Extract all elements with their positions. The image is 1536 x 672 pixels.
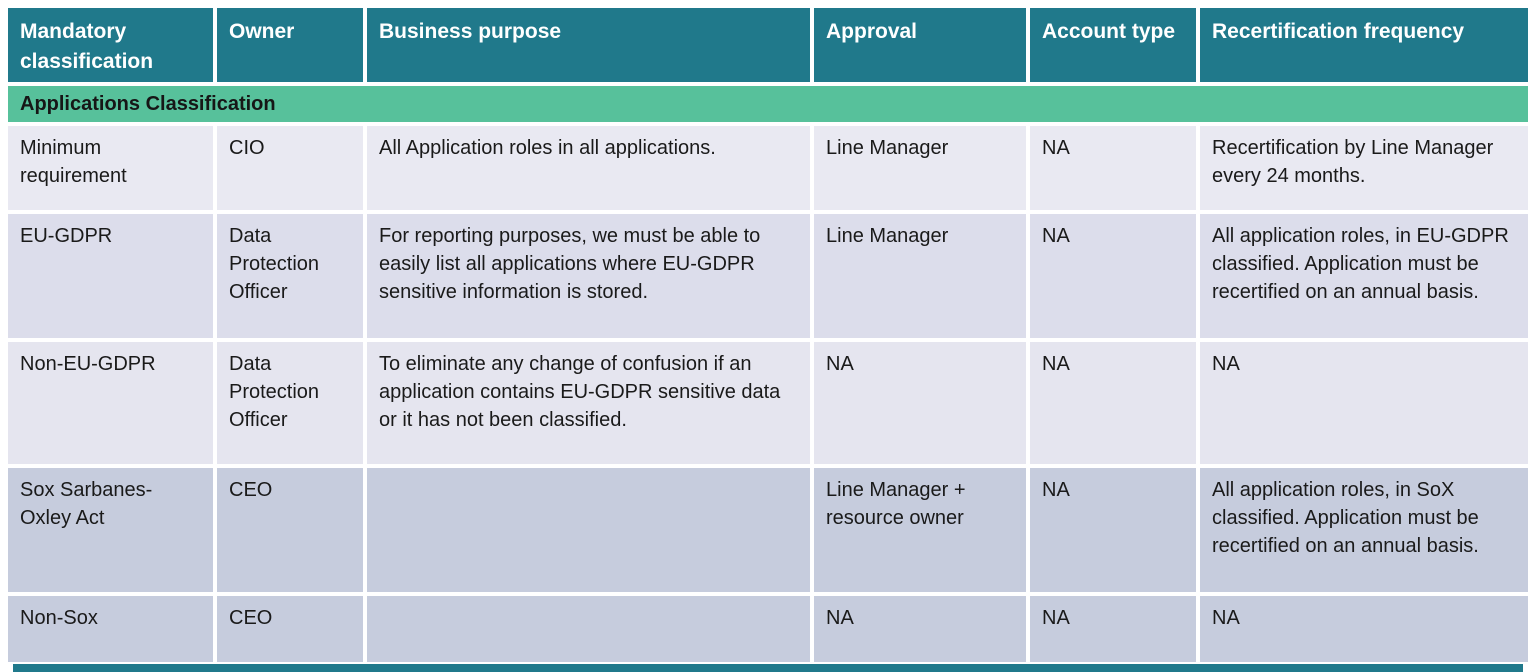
cell-eu-gdpr-business-purpose: For reporting purposes, we must be able to easily list all applications where EU-GDPR sensitive information is stored.: [367, 214, 810, 338]
cell-non-sox-approval: NA: [814, 596, 1026, 662]
cell-non-sox-owner: CEO: [217, 596, 363, 662]
cell-minimum-requirement-account-type: NA: [1030, 126, 1196, 210]
cell-sox-owner: CEO: [217, 468, 363, 592]
table-grid: [8, 8, 1528, 662]
cell-eu-gdpr-recertification: All application roles, in EU-GDPR classified. Application must be recertified on an annual basis.: [1200, 214, 1528, 338]
cell-sox-account-type: NA: [1030, 468, 1196, 592]
cell-sox-approval: Line Manager + resource owner: [814, 468, 1026, 592]
cell-non-eu-gdpr-classification: Non-EU-GDPR: [8, 342, 213, 464]
cell-non-sox-classification: Non-Sox: [8, 596, 213, 662]
cell-non-eu-gdpr-account-type: NA: [1030, 342, 1196, 464]
cell-non-eu-gdpr-recertification: NA: [1200, 342, 1528, 464]
classification-table: [8, 8, 1528, 672]
section-header-applications-classification: Applications Classification: [8, 86, 1528, 122]
cell-minimum-requirement-owner: CIO: [217, 126, 363, 210]
column-header-mandatory-classification: Mandatory classification: [8, 8, 213, 82]
cell-minimum-requirement-recertification: Recertification by Line Manager every 24 months.: [1200, 126, 1528, 210]
cell-eu-gdpr-owner: Data Protection Officer: [217, 214, 363, 338]
column-header-recertification-frequency: Recertification frequency: [1200, 8, 1528, 82]
cell-non-sox-recertification: NA: [1200, 596, 1528, 662]
cell-sox-classification: Sox Sarbanes-Oxley Act: [8, 468, 213, 592]
cell-eu-gdpr-account-type: NA: [1030, 214, 1196, 338]
cell-non-eu-gdpr-approval: NA: [814, 342, 1026, 464]
cell-non-eu-gdpr-business-purpose: To eliminate any change of confusion if an application contains EU-GDPR sensitive data or it has not been classified.: [367, 342, 810, 464]
cell-minimum-requirement-approval: Line Manager: [814, 126, 1026, 210]
cell-non-sox-business-purpose: [367, 596, 810, 662]
cell-non-sox-account-type: NA: [1030, 596, 1196, 662]
column-header-account-type: Account type: [1030, 8, 1196, 82]
cell-eu-gdpr-classification: EU-GDPR: [8, 214, 213, 338]
column-header-approval: Approval: [814, 8, 1026, 82]
table-bottom-border: [13, 664, 1523, 672]
cell-sox-business-purpose: [367, 468, 810, 592]
column-header-business-purpose: Business purpose: [367, 8, 810, 82]
cell-non-eu-gdpr-owner: Data Protection Officer: [217, 342, 363, 464]
cell-minimum-requirement-business-purpose: All Application roles in all applications.: [367, 126, 810, 210]
column-header-owner: Owner: [217, 8, 363, 82]
cell-sox-recertification: All application roles, in SoX classified. Application must be recertified on an annual basis.: [1200, 468, 1528, 592]
cell-eu-gdpr-approval: Line Manager: [814, 214, 1026, 338]
cell-minimum-requirement-classification: Minimum requirement: [8, 126, 213, 210]
